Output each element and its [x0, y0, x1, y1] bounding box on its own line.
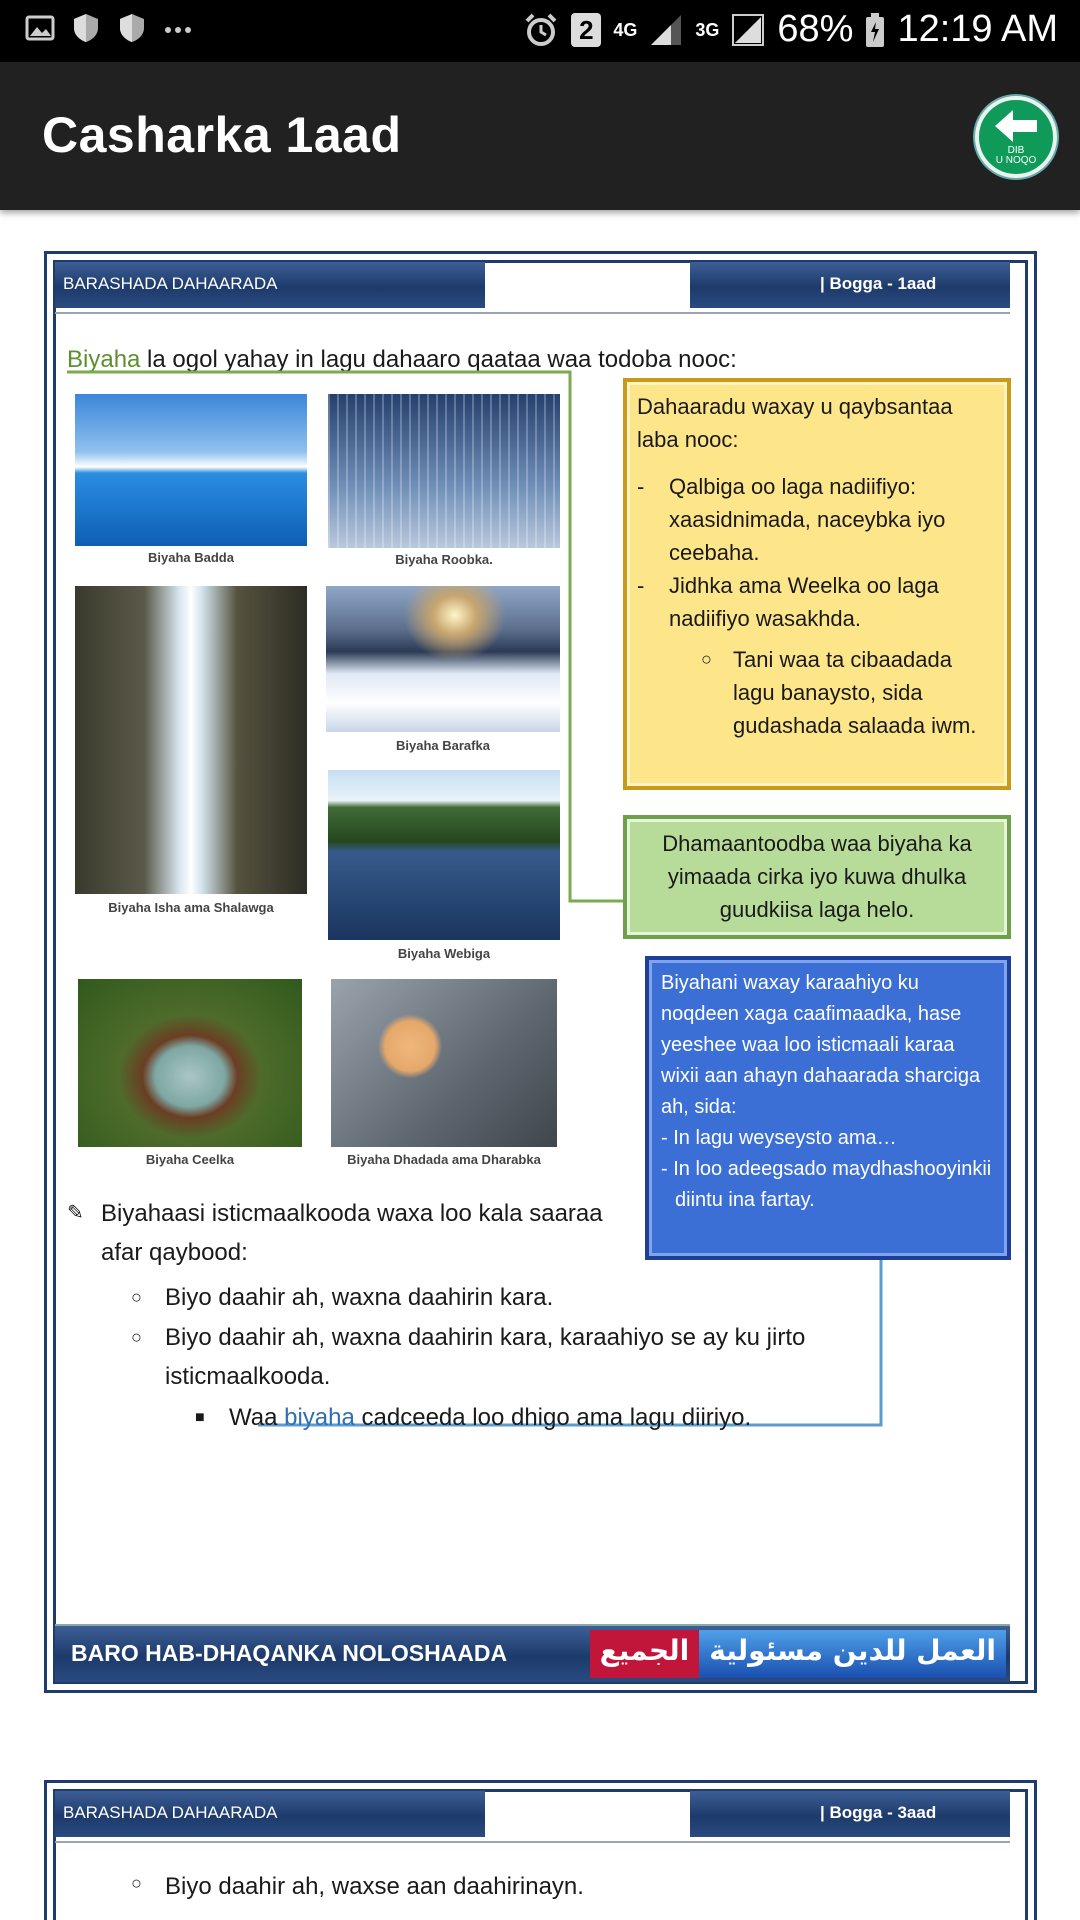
page-header-right: | Bogga - 3aad: [690, 1791, 1010, 1837]
yellow-box-intro: Dahaaradu waxay u qaybsantaa laba nooc:: [637, 394, 953, 452]
signal-icon: [649, 13, 683, 47]
yellow-box-sub-1: [637, 643, 997, 742]
sub-item-1: [131, 1278, 871, 1317]
app-title: Casharka 1aad: [42, 107, 402, 163]
sub-sub-rest: cadceeda loo dhigo ama lagu diiriyo.: [354, 1404, 752, 1431]
intro-text: la ogol yahay in lagu dahaaro qaataa waa todoba nooc:: [140, 346, 737, 373]
document-page-2: [44, 1780, 1037, 1920]
sub-sub-link[interactable]: biyaha: [284, 1404, 355, 1431]
bullet-main-text: Biyahaasi isticmaalkooda waxa loo kala saaraa afar qaybood:: [101, 1200, 603, 1266]
photo-spring: [75, 586, 307, 894]
notification-icons: [24, 12, 194, 44]
photo-rain: [328, 394, 560, 548]
bullet-main: [67, 1194, 627, 1272]
shield-icon: [70, 12, 102, 44]
caption-well: Biyaha Ceelka: [145, 1152, 235, 1167]
battery-icon: [865, 12, 885, 48]
back-button[interactable]: [975, 96, 1057, 178]
circle-bullet-icon: ○: [701, 649, 712, 669]
document-page-1: [44, 251, 1037, 1693]
yellow-box-item-1: - Qalbiga oo laga nadiifiyo: xaasidnimada, naceybka iyo ceebaha.: [637, 470, 997, 569]
yellow-box-item-2-text: Jidhka ama Weelka oo laga nadiifiyo wasakhda.: [669, 573, 939, 631]
caption-spring: Biyaha Isha ama Shalawga: [108, 900, 274, 915]
page-footer: [55, 1624, 1010, 1682]
sub-sub-item: [195, 1398, 895, 1437]
battery-percent: 68%: [777, 8, 854, 50]
back-button-label-1: DIB: [1007, 145, 1025, 156]
page-header-right: | Bogga - 1aad: [690, 262, 1010, 308]
sub-sub-prefix: Waa: [229, 1404, 285, 1431]
yellow-box-sub-1-text: Tani waa ta cibaadada lagu banaysto, sida gudashada salaada iwm.: [733, 647, 977, 738]
page-header-left: BARASHADA DAHAARADA: [55, 262, 485, 308]
photo-ice: [326, 586, 560, 732]
green-box-text: Dhamaantoodba waa biyaha ka yimaada cirka iyo kuwa dhulka guudkiisa laga helo.: [662, 831, 972, 922]
system-icons: [523, 8, 1058, 51]
sub-item-2: [131, 1318, 871, 1396]
caption-river: Biyaha Webiga: [397, 946, 491, 961]
caption-rain: Biyaha Roobka.: [395, 552, 493, 567]
sim-badge: 2: [571, 13, 601, 47]
pencil-bullet-icon: ✎: [67, 1202, 84, 1224]
alarm-icon: [523, 12, 559, 48]
status-bar: [0, 0, 1080, 62]
sub-item-1-text: Biyo daahir ah, waxna daahirin kara.: [165, 1284, 554, 1311]
page2-first-line-text: Biyo daahir ah, waxse aan daahirinayn.: [165, 1873, 584, 1900]
footer-arabic-red: الجميع: [590, 1630, 700, 1678]
gallery-icon: [24, 12, 56, 44]
footer-arabic-blue: العمل للدين مسئولية: [699, 1630, 1006, 1678]
square-bullet-icon: ■: [195, 1409, 205, 1426]
page-header-left: BARASHADA DAHAARADA: [55, 1791, 485, 1837]
more-icon: [162, 12, 194, 44]
caption-sea: Biyaha Badda: [148, 550, 234, 565]
info-box-green: [623, 815, 1011, 939]
photo-sea: [75, 394, 307, 546]
footer-title: BARO HAB-DHAQANKA NOLOSHAADA: [71, 1640, 508, 1666]
clock: 12:19 AM: [897, 8, 1058, 50]
blue-box-intro: Biyahani waxay karaahiyo ku noqdeen xaga caafimaadka, hase yeeshee waa loo isticmaali karaa wixii aan ahayn dahaarada sharciga ah, sida:: [661, 972, 981, 1118]
yellow-box-item-1-text: Qalbiga oo laga nadiifiyo: xaasidnimada, naceybka iyo ceebaha.: [669, 474, 946, 565]
arrow-left-icon: [991, 106, 1041, 146]
photo-river: [328, 770, 560, 940]
caption-dew: Biyaha Dhadada ama Dharabka: [347, 1152, 541, 1167]
app-bar: [0, 62, 1080, 210]
photo-well: [78, 979, 302, 1147]
footer-arabic-logo: [590, 1630, 1006, 1678]
blue-box-item-1: - In lagu weyseysto ama…: [661, 1127, 897, 1149]
network-3g-label: 3G: [695, 19, 720, 40]
signal-icon: [731, 13, 765, 47]
circle-bullet-icon: ○: [131, 1873, 142, 1893]
circle-bullet-icon: ○: [131, 1327, 142, 1347]
back-button-label-2: U NOQO: [995, 155, 1037, 166]
photo-dew: [331, 979, 557, 1147]
blue-box-item-2: - In loo adeegsado maydhashooyinkii diintu ina fartay.: [661, 1158, 992, 1211]
network-4g-label: 4G: [613, 19, 638, 40]
sub-item-2-text: Biyo daahir ah, waxna daahirin kara, karaahiyo se ay ku jirto isticmaalkooda.: [165, 1324, 806, 1390]
info-box-yellow: [623, 378, 1011, 790]
intro-link[interactable]: Biyaha: [67, 346, 141, 373]
circle-bullet-icon: ○: [131, 1287, 142, 1307]
caption-ice: Biyaha Barafka: [396, 738, 490, 753]
shield-icon: [116, 12, 148, 44]
info-box-blue: [645, 956, 1011, 1260]
header-divider: [55, 1841, 1010, 1843]
page2-first-line: [131, 1873, 871, 1901]
yellow-box-item-2: - Jidhka ama Weelka oo laga nadiifiyo wasakhda.: [637, 569, 997, 635]
